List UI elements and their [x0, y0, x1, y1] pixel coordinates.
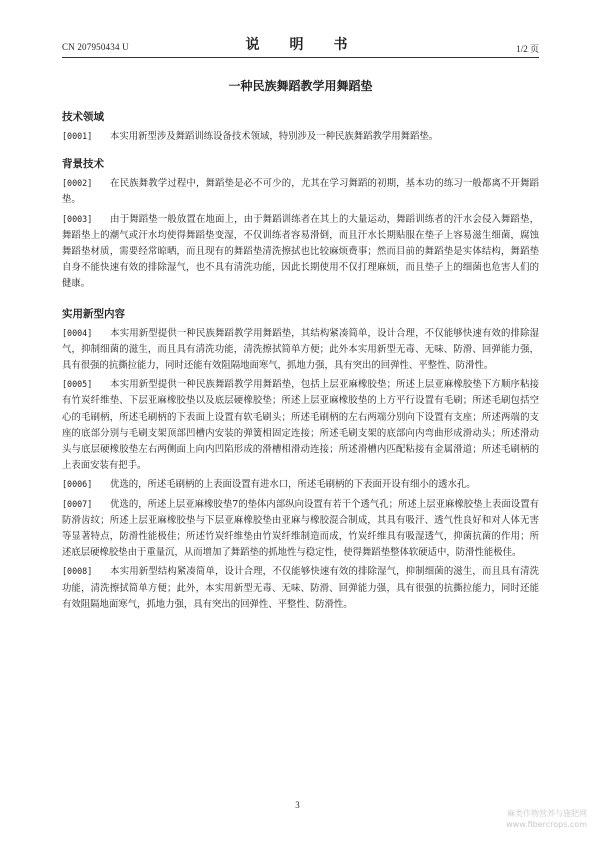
- paragraph-text: 本实用新型提供一种民族舞蹈教学用舞蹈垫，包括上层亚麻橡胶垫；所述上层亚麻橡胶垫下方顺序粘接有竹炭纤维垫、下层亚麻橡胶垫以及底层硬橡胶垫；所述上层亚麻橡胶垫的上方平行设置有毛刷；所述毛刷包括空心的毛刷柄，所述毛刷柄的下表面上设置有软毛刷头；所述毛刷柄的左右两端分别向下设置有支座；所述两端的支座的底部分别与毛刷支架顶部凹槽内安装的弹簧相固定连接；所述毛刷支架的底部向内弯曲形成滑动头；所述滑动头与底层硬橡胶垫左右两侧面上向内凹陷形成的滑槽相滑动连接；所述滑槽内匹配粘接有金属滑道；所述毛刷柄的上表面安装有把手。: [62, 379, 539, 472]
- watermark-url: www.fibercrops.com: [506, 820, 587, 829]
- paragraph: [62, 376, 539, 474]
- paragraph-number: [0004]: [62, 327, 93, 338]
- section-background: [62, 157, 539, 292]
- section-heading: 背景技术: [62, 158, 104, 171]
- paragraph-number: [0008]: [62, 566, 93, 577]
- section-technical-field: [62, 110, 539, 145]
- paragraph-number: [0005]: [62, 379, 93, 390]
- paragraph-text: 优选的，所述上层亚麻橡胶垫7的垫体内部纵向设置有若干个透气孔；所述上层亚麻橡胶垫上表面设置有防滑齿纹；所述上层亚麻橡胶垫与下层亚麻橡胶垫由亚麻与橡胶混合制成，其具有吸汗、透气性良好和对人体无害等显著特点，防滑性能极佳；所述竹炭纤维垫由竹炭纤维制造而成，竹炭纤维具有吸湿透气，抑菌抗菌的作用；所述底层硬橡胶垫由于重量沉，从而增加了舞蹈垫的抓地性与稳定性，使得舞蹈垫整体软硬适中，防滑性能极佳。: [62, 498, 539, 559]
- watermark: [506, 808, 587, 830]
- paragraph-text: 本实用新型结构紧凑简单，设计合理，不仅能够快速有效的排除湿气，抑制细菌的滋生，而且具有清洗功能，清洗擦拭简单方便；此外，本实用新型无毒、无味、防滑、回弹能力强，具有很强的抗撕拉能力，同时还能有效阻隔地面寒气，抓地力强，具有突出的回弹性、平整性、防滑性。: [62, 566, 539, 610]
- document-body: [62, 110, 539, 625]
- paragraph-number: [0001]: [62, 131, 93, 141]
- section-heading: 实用新型内容: [62, 307, 125, 320]
- paragraph: [62, 496, 539, 562]
- paragraph: [62, 211, 539, 293]
- paragraph-text: 本实用新型提供一种民族舞蹈教学用舞蹈垫，其结构紧凑简单，设计合理，不仅能够快速有效的排除湿气，抑制细菌的滋生，而且具有清洗功能，清洗擦拭简单方便；此外本实用新型无毒、无味、防滑、回弹能力强，具有很强的抗撕拉能力，同时还能有效阻隔地面寒气，抓地力强，具有突出的回弹性、平整性、防滑性。: [62, 327, 539, 372]
- page-count: 1/2 页: [516, 44, 539, 54]
- paragraph: [62, 563, 539, 613]
- paragraph-text: 由于舞蹈垫一般放置在地面上，由于舞蹈训练者在其上的大量运动，舞蹈训练者的汗水会侵入舞蹈垫，舞蹈垫上的潮气或汗水均使得舞蹈垫变湿，不仅训练者容易滑倒，而且汗水长期贴服在垫子上容易滋生细菌，腐蚀舞蹈垫材质，需要经常晾晒，而且现有的舞蹈垫清洗擦拭也比较麻烦费事；然而目前的舞蹈垫是实体结构，舞蹈垫自身不能快速有效的排除湿气，也不具有清洗功能，因此长期使用不仅打理麻烦，而且垫子上的细菌也危害人们的健康。: [62, 213, 539, 290]
- paragraph: [62, 476, 539, 493]
- paragraph-number: [0006]: [62, 479, 93, 490]
- paragraph-text: 本实用新型涉及舞蹈训练设备技术领域，特别涉及一种民族舞蹈教学用舞蹈垫。: [110, 131, 439, 142]
- paragraph-text: 在民族舞教学过程中，舞蹈垫是必不可少的，尤其在学习舞蹈的初期，基本功的练习一般都离不开舞蹈垫。: [62, 178, 539, 206]
- document-title: 一种民族舞蹈教学用舞蹈垫: [228, 79, 373, 93]
- page-header: [62, 30, 539, 56]
- paragraph: [62, 175, 539, 208]
- header-divider: [62, 57, 539, 58]
- header-title: 说 明 书: [245, 37, 356, 53]
- section-heading: 技术领域: [62, 111, 104, 123]
- paragraph-number: [0002]: [62, 178, 93, 189]
- paragraph-number: [0007]: [62, 498, 93, 509]
- paragraph-text: 优选的，所述毛刷柄的上表面设置有进水口，所述毛刷柄的下表面开设有细小的透水孔。: [110, 479, 476, 491]
- doc-number: CN 207950434 U: [62, 42, 129, 52]
- section-summary: [62, 307, 539, 613]
- paragraph: [62, 128, 539, 145]
- page-number: 3: [295, 800, 300, 810]
- watermark-site-name: 麻类作物营养与施肥网: [507, 809, 587, 818]
- paragraph: [62, 325, 539, 375]
- paragraph-number: [0003]: [62, 213, 93, 224]
